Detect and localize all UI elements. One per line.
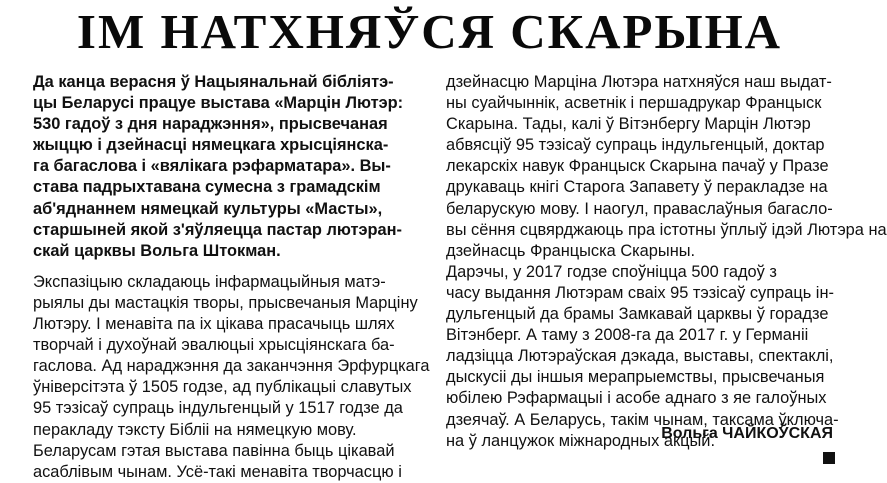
body-paragraph [33, 441, 424, 483]
text-line: жыццю і дзейнасці нямецкага хрысціянска- [33, 136, 389, 155]
body-paragraph [33, 272, 430, 441]
text-line: Экспазіцыю складаюць інфармацыйныя матэ- [33, 272, 386, 291]
left-column [33, 72, 430, 483]
text-line: друкаваць кнігі Старога Запавету ў перакладзе на [446, 178, 828, 197]
text-line: 530 гадоў з дня нараджэння», прысвечаная [33, 115, 388, 134]
text-line: цы Беларусі працуе выстава «Марцін Лютэр: [33, 94, 404, 113]
right-column [446, 72, 887, 452]
end-of-article-mark [823, 452, 835, 464]
text-line: дыскусіі ды іншыя мерапрыемствы, прысвечаныя [446, 368, 825, 387]
text-line: лекарскіх навук Францыск Скарына пачаў у Празе [446, 157, 829, 176]
text-line: вы сёння сцвярджаюць пра істотны ўплыў ідэй Лютэра на [446, 220, 887, 239]
text-line: скай царквы Вольга Штокман. [33, 241, 281, 260]
text-line: Да канца верасня ў Нацыянальнай бібліятэ- [33, 73, 394, 91]
text-line: ладзіцца Лютэраўская дэкада, выставы, спектаклі, [446, 347, 834, 366]
text-line: дзеячаў. А Беларусь, такім чынам, таксама ўключа- [446, 410, 839, 429]
text-line: аб'яднаннем нямецкай культуры «Масты», [33, 199, 383, 218]
text-line: става падрыхтавана сумесна з грамадскім [33, 178, 381, 197]
body-paragraph [446, 72, 887, 262]
text-line: юбілею Рэфармацыі і асобе аднаго з яе галоўных [446, 389, 827, 408]
text-line: ны суайчыннік, асветнік і першадрукар Францыск [446, 94, 822, 113]
text-line: старшыней якой з'яўляецца пастар лютэран- [33, 220, 403, 239]
article-headline: ІМ НАТХНЯЎСЯ СКАРЫНА [76, 4, 783, 59]
text-line: перакладу тэксту Бібліі на нямецкую мову. [33, 420, 357, 439]
text-line: гаслова. Ад нараджэння да заканчэння Эрфурцкага [33, 357, 430, 376]
text-line: Дарэчы, у 2017 годзе споўніцца 500 гадоў з [446, 262, 777, 281]
text-line: га багаслова і «вялікага рэфарматара». Вы- [33, 157, 391, 176]
text-line: дульгенцый да брамы Замкавай царквы ў горадзе [446, 305, 829, 324]
text-line: 95 тэзісаў супраць індульгенцый у 1517 годзе да [33, 399, 403, 418]
text-line: Беларусам гэтая выстава павінна быць цікавай [33, 441, 395, 460]
text-line: на ў ланцужок міжнародных акцый. [446, 431, 715, 450]
author-signature: Вольга ЧАЙКОЎСКАЯ [661, 425, 833, 442]
text-line: Лютэру. І менавіта па іх цікава прасачыць шлях [33, 315, 395, 334]
text-line: асаблівым чынам. Усё-такі менавіта творчасцю і [33, 462, 402, 481]
text-line: абвясціў 95 тэзісаў супраць індульгенцый, доктар [446, 136, 825, 155]
text-line: рыялы ды мастацкія творы, прысвечаныя Марціну [33, 293, 418, 312]
text-line: беларускую мову. І наогул, праваслаўныя багасло- [446, 199, 833, 218]
text-line: дзейнасць Францыска Скарыны. [446, 241, 696, 260]
text-line: дзейнасцю Марціна Лютэра натхняўся наш выдат- [446, 73, 832, 91]
text-line: ўніверсітэта ў 1505 годзе, ад публікацыі славутых [33, 378, 412, 397]
text-line: творчай і духоўнай эвалюцыі хрысціянскага ба- [33, 336, 395, 355]
text-line: часу выдання Лютэрам сваіх 95 тэзісаў супраць ін- [446, 283, 834, 302]
lead-paragraph [33, 72, 424, 262]
text-line: Скарына. Тады, калі ў Вітэнбергу Марцін Лютэр [446, 115, 811, 134]
text-line: Вітэнберг. А таму з 2008-га да 2017 г. у Германіі [446, 326, 809, 345]
